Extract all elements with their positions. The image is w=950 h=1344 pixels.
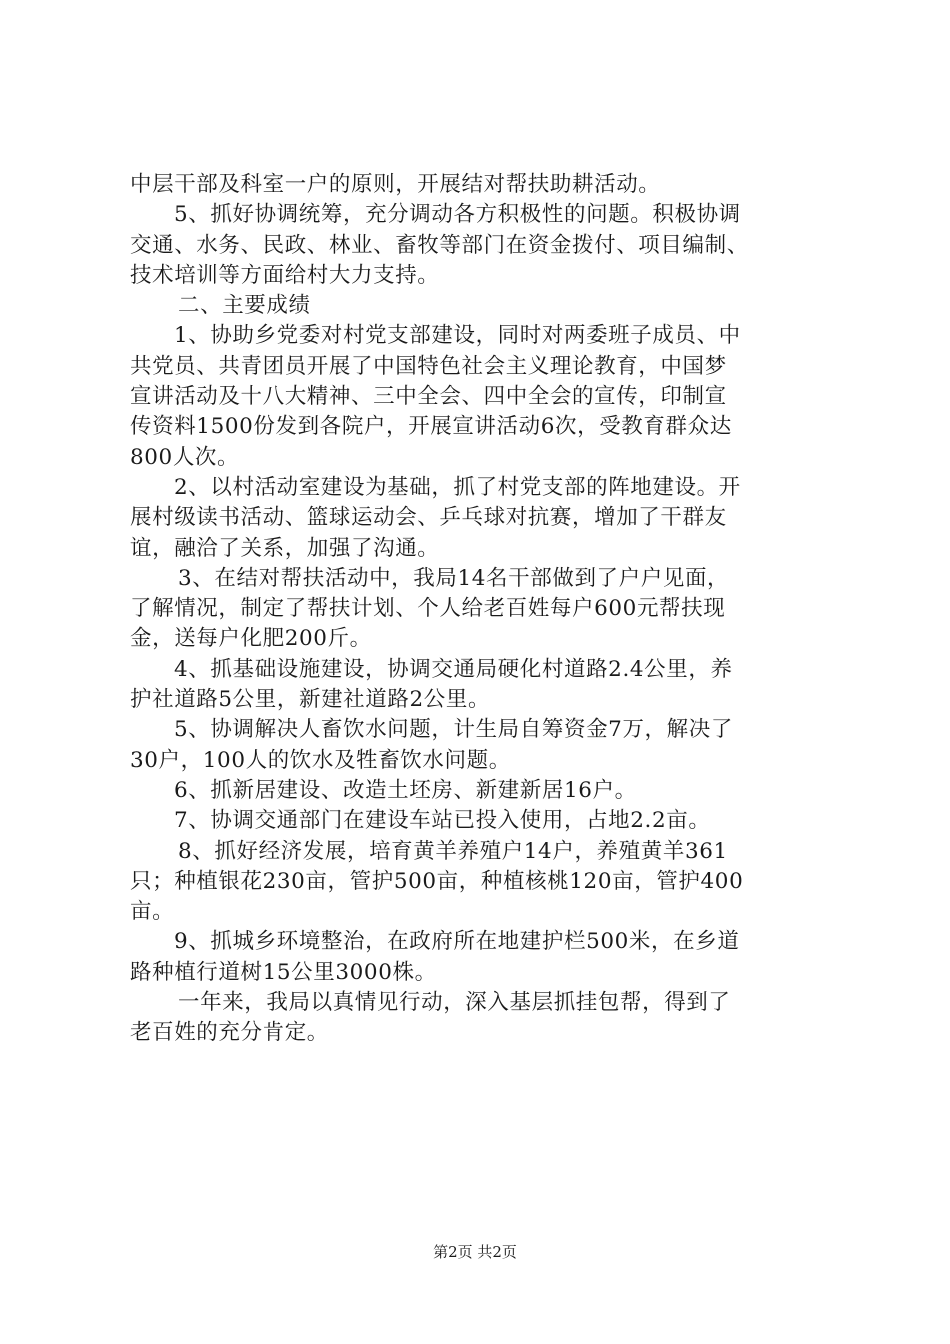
paragraph-line: 只；种植银花230亩，管护500亩，种植核桃120亩，管护400 [130,868,744,894]
paragraph-line: 8、抓好经济发展，培育黄羊养殖户14户，养殖黄羊361 [178,838,728,864]
paragraph-line: 传资料1500份发到各院户，开展宣讲活动6次，受教育群众达 [130,414,732,440]
paragraph-line: 护社道路5公里，新建社道路2公里。 [130,687,491,713]
paragraph-line: 一年来，我局以真情见行动，深入基层抓挂包帮，得到了 [178,990,731,1016]
paragraph-line: 6、抓新居建设、改造土坯房、新建新居16户。 [174,777,637,803]
paragraph-line: 5、协调解决人畜饮水问题，计生局自筹资金7万，解决了 [174,717,733,743]
paragraph-line: 金，送每户化肥200斤。 [130,626,372,652]
page-number: 第2页 共2页 [433,1243,517,1261]
paragraph-line: 3、在结对帮扶活动中，我局14名干部做到了户户见面， [178,565,730,591]
paragraph-line: 中层干部及科室一户的原则，开展结对帮扶助耕活动。 [130,172,661,197]
paragraph-line: 路种植行道树15公里3000株。 [130,959,437,985]
paragraph-line: 1、协助乡党委对村党支部建设，同时对两委班子成员、中 [174,323,741,349]
paragraph-line: 4、抓基础设施建设，协调交通局硬化村道路2.4公里，养 [174,656,733,682]
paragraph-line: 2、以村活动室建设为基础，抓了村党支部的阵地建设。开 [174,474,741,500]
paragraph-line: 技术培训等方面给村大力支持。 [130,262,440,288]
section-heading: 二、主要成绩 [178,293,311,319]
paragraph-line: 老百姓的充分肯定。 [130,1020,329,1046]
paragraph-line: 800人次。 [130,444,240,470]
paragraph-line: 共党员、共青团员开展了中国特色社会主义理论教育，中国梦 [130,353,727,379]
paragraph-line: 了解情况，制定了帮扶计划、个人给老百姓每户600元帮扶现 [130,596,726,622]
paragraph-line: 5、抓好协调统筹，充分调动各方积极性的问题。积极协调 [174,202,741,228]
paragraph-line: 展村级读书活动、篮球运动会、乒乓球对抗赛，增加了干群友 [130,505,727,531]
paragraph-line: 谊，融洽了关系，加强了沟通。 [130,535,440,561]
paragraph-line: 宣讲活动及十八大精神、三中全会、四中全会的宣传，印制宣 [130,384,727,410]
page-footer [0,1242,950,1262]
document-body [130,170,835,1049]
paragraph-line: 30户，100人的饮水及牲畜饮水问题。 [130,747,511,773]
paragraph-line: 7、协调交通部门在建设车站已投入使用，占地2.2亩。 [174,808,711,834]
paragraph-line: 亩。 [130,899,175,925]
paragraph-line: 交通、水务、民政、林业、畜牧等部门在资金拨付、项目编制、 [130,232,749,258]
paragraph-line: 9、抓城乡环境整治，在政府所在地建护栏500米，在乡道 [174,929,740,955]
